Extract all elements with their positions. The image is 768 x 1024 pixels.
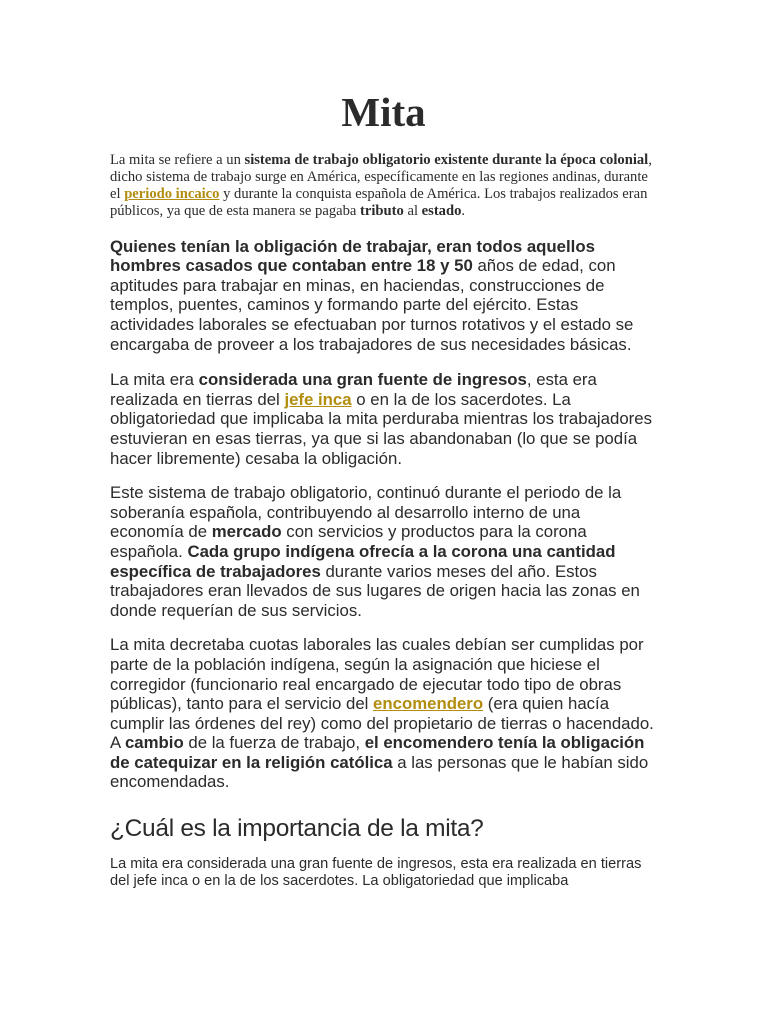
p3-text-3: durante varios meses del año. Estos trabajadores eran llevados de sus lugares de origen hacia las zonas en donde requerían de sus servicios.: [110, 561, 640, 620]
p4-text-3: de la fuerza de trabajo,: [183, 733, 365, 753]
intro-text-4: al: [403, 202, 422, 219]
intro-text-3: y durante la conquista española de América. Los trabajos realizados eran públicos, ya que de esta manera se pagaba: [110, 185, 648, 219]
p2-text-2: , esta era realizada en tierras del: [110, 370, 597, 409]
p4-bold-2: el encomendero tenía la obligación de catequizar en la religión católica: [110, 733, 645, 772]
intro-text-5: .: [461, 202, 466, 219]
section-heading: ¿Cuál es la importancia de la mita?: [110, 815, 484, 843]
p3-text-1: Este sistema de trabajo obligatorio, continuó durante el periodo de la soberanía española, contribuyendo al desarrollo interno de una economía de: [110, 483, 622, 542]
intro-bold-2: tributo: [360, 202, 404, 219]
intro-paragraph: [110, 152, 655, 220]
p3-text-2: con servicios y productos para la corona española.: [110, 522, 587, 561]
p2-text-3: o en la de los sacerdotes. La obligatoriedad que implicaba la mita perduraba mientras los trabajadores estuvieran en esas tierras, ya que si las abandonaban (lo que se podía hacer libremente) cesaba la obligación.: [110, 389, 652, 468]
p4-text-2: (era quien hacía cumplir las órdenes del rey) como del propietario de tierras o hacendado. A: [110, 694, 654, 753]
p2-bold-1: considerada una gran fuente de ingresos: [198, 370, 527, 390]
encomendero-link[interactable]: encomendero: [373, 694, 484, 714]
p3-bold-2: Cada grupo indígena ofrecía a la corona una cantidad específica de trabajadores: [110, 541, 616, 581]
intro-text-2: , dicho sistema de trabajo surge en América, específicamente en las regiones andinas, durante el: [110, 152, 652, 202]
p4-text-4: a las personas que le habían sido encomendadas.: [110, 752, 649, 792]
p1-bold-1: Quienes tenían la obligación de trabajar, eran todos aquellos hombres casados que contaban entre 18 y 50: [110, 236, 595, 276]
intro-text-1: La mita se refiere a un: [110, 152, 245, 168]
p4-text-1: La mita decretaba cuotas laborales las cuales debían ser cumplidas por parte de la población indígena, según la asignación que hiciese el corregidor (funcionario real encargado de ejecutar todo tipo de obras públicas), tanto para el servicio del: [110, 635, 644, 714]
p3-bold-1: mercado: [211, 522, 282, 542]
paragraph-5: La mita era considerada una gran fuente de ingresos, esta era realizada en tierras del jefe inca o en la de los sacerdotes. La obligatoriedad que implicaba: [110, 856, 642, 890]
intro-bold-3: estado: [421, 202, 462, 219]
p1-text-1: años de edad, con aptitudes para trabajar en minas, en haciendas, construcciones de templos, puentes, caminos y formando parte del ejército. Estas actividades laborales se efectuaban por turnos rotativos y el estado se encargaba de proveer a los trabajadores de sus necesidades básicas.: [110, 256, 634, 354]
article: [110, 0, 655, 890]
p4-bold-1: cambio: [124, 733, 184, 753]
intro-bold-1: sistema de trabajo obligatorio existente durante la época colonial: [244, 152, 649, 168]
jefe-inca-link[interactable]: jefe inca: [284, 389, 352, 409]
paragraph-3: [110, 483, 655, 620]
paragraph-2: [110, 370, 655, 468]
page-title: Mita: [341, 89, 426, 135]
paragraph-1: [110, 237, 655, 355]
periodo-incaico-link[interactable]: periodo incaico: [124, 185, 220, 202]
p2-text-1: La mita era: [110, 370, 199, 390]
paragraph-4: [110, 635, 655, 792]
